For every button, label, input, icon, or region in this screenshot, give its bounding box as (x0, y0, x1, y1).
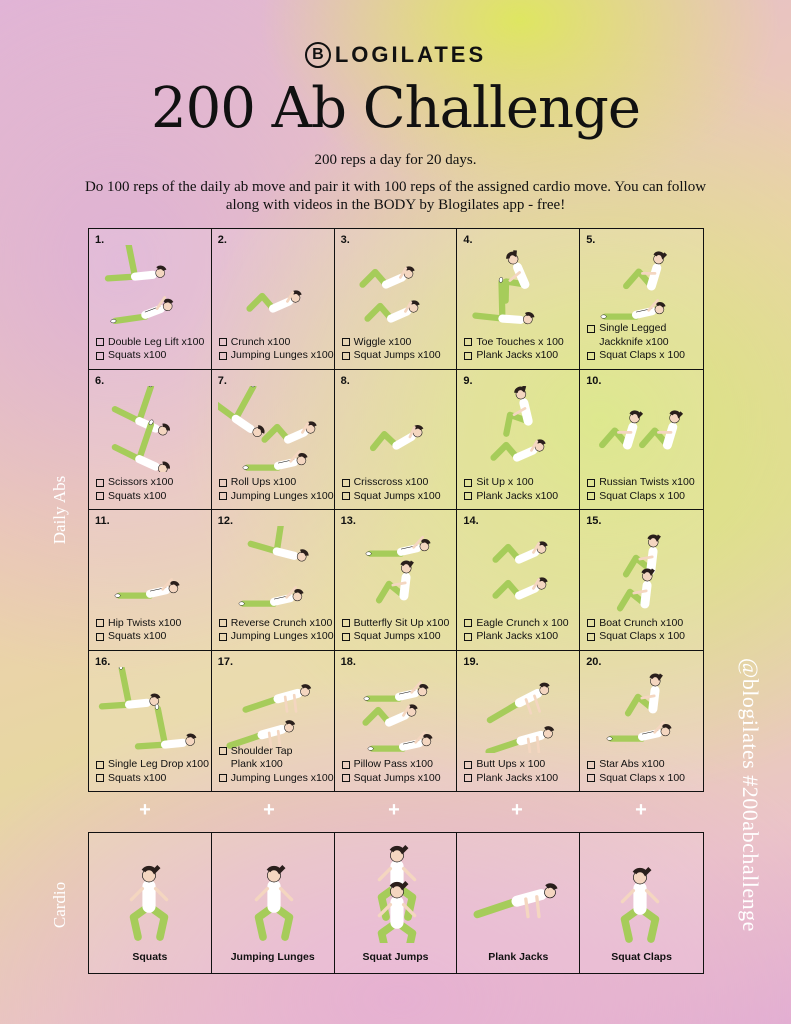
move-item[interactable] (219, 476, 332, 490)
move-label: Butterfly Sit Up x100 (353, 616, 450, 629)
exercise-illustration (341, 526, 451, 612)
move-label: Eagle Crunch x 100 (476, 616, 569, 629)
exercise-illustration (218, 245, 328, 331)
move-label: Single Leg Drop x100 (108, 758, 209, 770)
move-item[interactable] (464, 349, 577, 363)
day-moves (342, 476, 455, 503)
plus-icon: + (388, 799, 400, 821)
move-label: Roll Ups x100 (230, 476, 297, 488)
day-moves (219, 476, 332, 503)
plus-icon: + (511, 799, 523, 821)
checkbox-icon[interactable] (342, 774, 350, 782)
day-cell (457, 651, 580, 792)
move-item[interactable] (342, 476, 455, 490)
checkbox-icon[interactable] (219, 619, 227, 627)
checkbox-icon[interactable] (96, 619, 104, 627)
exercise-illustration (218, 667, 328, 753)
day-moves (342, 617, 455, 644)
checkbox-icon[interactable] (342, 633, 350, 641)
checkbox-icon[interactable] (587, 774, 595, 782)
move-item[interactable] (587, 772, 701, 786)
day-number: 8. (340, 374, 350, 387)
checkbox-icon[interactable] (96, 633, 104, 641)
move-item[interactable] (342, 630, 455, 644)
move-label: Squat Jumps x100 (353, 349, 441, 361)
move-item[interactable] (342, 617, 455, 631)
day-cell (212, 510, 335, 651)
day-number: 3. (340, 234, 350, 246)
checkbox-icon[interactable] (96, 479, 104, 487)
day-cell (212, 651, 335, 792)
move-label: Wiggle x100 (353, 335, 412, 348)
cardio-row (88, 832, 704, 974)
move-item[interactable] (587, 617, 701, 631)
checkbox-icon[interactable] (464, 479, 472, 487)
social-handle-label: @blogilates #200abchallenge (738, 658, 763, 932)
checkbox-icon[interactable] (342, 492, 350, 500)
move-label: Squat Claps x 100 (599, 630, 685, 642)
day-moves (587, 322, 701, 363)
checkbox-icon[interactable] (464, 633, 472, 641)
checkbox-icon[interactable] (219, 633, 227, 641)
move-label: Single Legged (599, 322, 667, 334)
move-label: Plank Jacks x100 (476, 349, 559, 361)
page-description: Do 100 reps of the daily ab move and pair it with 100 reps of the assigned cardio move. You can follow along with videos in the BODY by Blogilates app - free! (84, 179, 707, 213)
day-cell (335, 229, 458, 370)
checkbox-icon[interactable] (587, 325, 595, 333)
move-label: Squat Claps x 100 (599, 349, 685, 361)
move-item[interactable] (587, 476, 701, 490)
day-moves (587, 758, 701, 785)
move-label: Butt Ups x 100 (476, 758, 546, 770)
move-item[interactable] (464, 476, 577, 490)
checkbox-icon[interactable] (96, 352, 104, 360)
day-number: 13. (340, 515, 356, 527)
move-item[interactable] (464, 617, 577, 631)
checkbox-icon[interactable] (464, 774, 472, 782)
checkbox-icon[interactable] (464, 761, 472, 769)
checkbox-icon[interactable] (96, 774, 104, 782)
cardio-cell (457, 833, 580, 973)
checkbox-icon[interactable] (464, 352, 472, 360)
move-label: Plank Jacks x100 (476, 771, 559, 784)
exercise-illustration (586, 667, 696, 753)
checkbox-icon[interactable] (219, 747, 227, 755)
move-label: Squats x100 (108, 771, 167, 784)
checkbox-icon[interactable] (96, 338, 104, 346)
day-moves (464, 617, 577, 644)
checkbox-icon[interactable] (587, 352, 595, 360)
move-label: Jumping Lunges x100 (230, 771, 334, 784)
move-label: Squat Claps x 100 (599, 489, 685, 502)
move-label: Squats x100 (108, 489, 167, 502)
day-number: 12. (217, 515, 234, 527)
day-cell (89, 510, 212, 651)
move-item[interactable] (219, 745, 332, 759)
day-number: 18. (340, 655, 356, 668)
cardio-cell (335, 833, 458, 973)
exercise-illustration (341, 245, 451, 331)
day-moves (464, 476, 577, 503)
move-item[interactable] (464, 758, 577, 772)
checkbox-icon[interactable] (587, 633, 595, 641)
day-moves (219, 745, 332, 786)
cardio-cell (580, 833, 703, 973)
checkbox-icon[interactable] (96, 761, 104, 769)
move-item[interactable] (464, 630, 577, 644)
cardio-illustration (99, 843, 201, 943)
move-item[interactable] (96, 772, 209, 786)
cardio-cell (212, 833, 335, 973)
day-cell (335, 510, 458, 651)
day-number: 7. (217, 374, 227, 387)
exercise-illustration (95, 526, 205, 612)
cardio-move-label: Plank Jacks (488, 951, 549, 963)
day-cell (89, 651, 212, 792)
checkbox-icon[interactable] (342, 761, 350, 769)
move-item[interactable] (219, 336, 332, 350)
move-label: Squat Jumps x100 (353, 771, 441, 784)
day-cell (335, 370, 458, 511)
move-label: Russian Twists x100 (599, 476, 695, 488)
cardio-move-label: Squats (132, 951, 168, 963)
move-item[interactable] (96, 476, 209, 490)
exercise-illustration (463, 386, 573, 472)
move-item[interactable] (219, 758, 332, 772)
cardio-move-label: Squat Jumps (362, 951, 429, 963)
checkbox-icon[interactable] (587, 761, 595, 769)
move-label: Star Abs x100 (599, 758, 665, 770)
move-label: Reverse Crunch x100 (230, 616, 333, 629)
exercise-illustration (586, 386, 696, 472)
day-number: 14. (463, 515, 479, 527)
move-item[interactable] (587, 336, 701, 350)
plus-icon: + (263, 799, 275, 821)
move-item[interactable] (587, 490, 701, 504)
checkbox-icon[interactable] (219, 479, 227, 487)
exercise-illustration (341, 667, 451, 753)
move-item[interactable] (342, 772, 455, 786)
move-label: Hip Twists x100 (108, 616, 182, 629)
move-item[interactable] (342, 336, 455, 350)
move-label: Crunch x100 (230, 335, 291, 348)
day-moves (96, 476, 209, 503)
exercise-illustration (95, 386, 205, 472)
logo-text: LOGILATES (334, 42, 487, 67)
move-item[interactable] (587, 758, 701, 772)
exercise-illustration (463, 667, 573, 753)
move-label: Jackknife x100 (599, 335, 669, 348)
checkbox-icon[interactable] (342, 338, 350, 346)
day-cell (89, 370, 212, 511)
day-number: 17. (217, 655, 234, 668)
checkbox-icon[interactable] (464, 338, 472, 346)
checkbox-icon[interactable] (219, 352, 227, 360)
page-title: 200 Ab Challenge (150, 76, 641, 141)
day-number: 20. (586, 655, 602, 668)
move-label: Squats x100 (108, 630, 167, 642)
move-item[interactable] (342, 490, 455, 504)
move-label: Toe Touches x 100 (476, 335, 564, 348)
move-item[interactable] (96, 758, 209, 772)
logo-b-icon: B (305, 42, 331, 68)
day-moves (587, 476, 701, 503)
cardio-cell (89, 833, 212, 973)
move-label: Squats x100 (108, 349, 167, 361)
checkbox-icon[interactable] (96, 492, 104, 500)
checkbox-icon[interactable] (219, 492, 227, 500)
move-item[interactable] (219, 490, 332, 504)
move-item[interactable] (587, 349, 701, 363)
brand-logo (0, 42, 791, 68)
day-cell (580, 229, 703, 370)
move-item[interactable] (96, 630, 209, 644)
exercise-illustration (463, 245, 573, 331)
move-item[interactable] (342, 349, 455, 363)
day-number: 5. (586, 234, 596, 246)
checkbox-icon[interactable] (342, 479, 350, 487)
day-moves (219, 336, 332, 363)
exercise-illustration (218, 526, 328, 612)
move-item[interactable] (96, 336, 209, 350)
exercise-illustration (95, 245, 205, 331)
move-label: Jumping Lunges x100 (230, 630, 334, 642)
move-item[interactable] (464, 772, 577, 786)
day-cell (212, 370, 335, 511)
move-item[interactable] (219, 617, 332, 631)
checkbox-icon[interactable] (464, 492, 472, 500)
move-item[interactable] (219, 772, 332, 786)
exercise-illustration (463, 526, 573, 612)
daily-abs-label: Daily Abs (50, 475, 69, 545)
cardio-move-label: Squat Claps (611, 951, 672, 963)
day-moves (219, 617, 332, 644)
move-label: Shoulder Tap (230, 744, 293, 757)
day-moves (464, 336, 577, 363)
move-label: Squat Claps x 100 (599, 771, 685, 784)
move-label: Pillow Pass x100 (353, 758, 433, 770)
move-item[interactable] (96, 617, 209, 631)
day-number: 16. (95, 655, 111, 668)
checkbox-icon[interactable] (219, 774, 227, 782)
day-moves (96, 617, 209, 644)
day-number: 4. (463, 234, 473, 246)
exercise-illustration (586, 526, 696, 612)
exercise-illustration (218, 386, 328, 472)
day-cell (457, 229, 580, 370)
day-cell (580, 510, 703, 651)
checkbox-icon[interactable] (464, 619, 472, 627)
day-number: 6. (95, 374, 105, 387)
move-label: Plank Jacks x100 (476, 630, 559, 642)
day-number: 11. (95, 515, 110, 527)
move-item[interactable] (587, 322, 701, 336)
page-subtitle: 200 reps a day for 20 days. (314, 152, 477, 168)
daily-abs-grid (88, 228, 704, 792)
day-number: 19. (463, 655, 479, 668)
day-cell (335, 651, 458, 792)
move-item[interactable] (464, 490, 577, 504)
move-item[interactable] (587, 630, 701, 644)
move-item[interactable] (96, 490, 209, 504)
move-label: Crisscross x100 (353, 476, 429, 488)
day-moves (96, 336, 209, 363)
checkbox-icon[interactable] (587, 492, 595, 500)
day-number: 2. (217, 234, 227, 246)
checkbox-icon[interactable] (587, 619, 595, 627)
cardio-illustration (590, 843, 692, 943)
move-item[interactable] (464, 336, 577, 350)
move-label: Scissors x100 (108, 476, 174, 488)
move-label: Squat Jumps x100 (353, 489, 441, 502)
cardio-illustration (345, 843, 447, 943)
day-cell (212, 229, 335, 370)
cardio-label: Cardio (50, 881, 69, 929)
day-moves (464, 758, 577, 785)
move-item[interactable] (219, 630, 332, 644)
day-moves (342, 336, 455, 363)
move-label: Jumping Lunges x100 (230, 349, 334, 361)
day-cell (457, 370, 580, 511)
cardio-illustration (467, 843, 569, 943)
day-cell (457, 510, 580, 651)
day-cell (580, 370, 703, 511)
cardio-move-label: Jumping Lunges (230, 951, 315, 963)
move-label: Plank Jacks x100 (476, 489, 559, 502)
plus-icon: + (635, 799, 647, 821)
checkbox-icon[interactable] (342, 619, 350, 627)
checkbox-icon[interactable] (342, 352, 350, 360)
day-moves (96, 758, 209, 785)
day-number: 1. (95, 234, 105, 246)
day-number: 15. (586, 515, 602, 527)
exercise-illustration (341, 386, 451, 472)
move-label: Jumping Lunges x100 (230, 489, 334, 502)
day-number: 10. (586, 374, 602, 387)
move-label: Sit Up x 100 (476, 476, 534, 488)
plus-icon: + (139, 799, 151, 821)
day-cell (580, 651, 703, 792)
move-label: Plank x100 (230, 758, 283, 770)
move-label: Squat Jumps x100 (353, 630, 441, 642)
move-item[interactable] (96, 349, 209, 363)
day-moves (587, 617, 701, 644)
move-label: Boat Crunch x100 (599, 616, 684, 629)
day-number: 9. (463, 374, 473, 387)
checkbox-icon[interactable] (219, 338, 227, 346)
move-label: Double Leg Lift x100 (108, 335, 205, 348)
checkbox-icon[interactable] (587, 479, 595, 487)
day-moves (342, 758, 455, 785)
cardio-illustration (222, 843, 324, 943)
move-item[interactable] (342, 758, 455, 772)
move-item[interactable] (219, 349, 332, 363)
exercise-illustration (586, 245, 696, 331)
exercise-illustration (95, 667, 205, 753)
day-cell (89, 229, 212, 370)
